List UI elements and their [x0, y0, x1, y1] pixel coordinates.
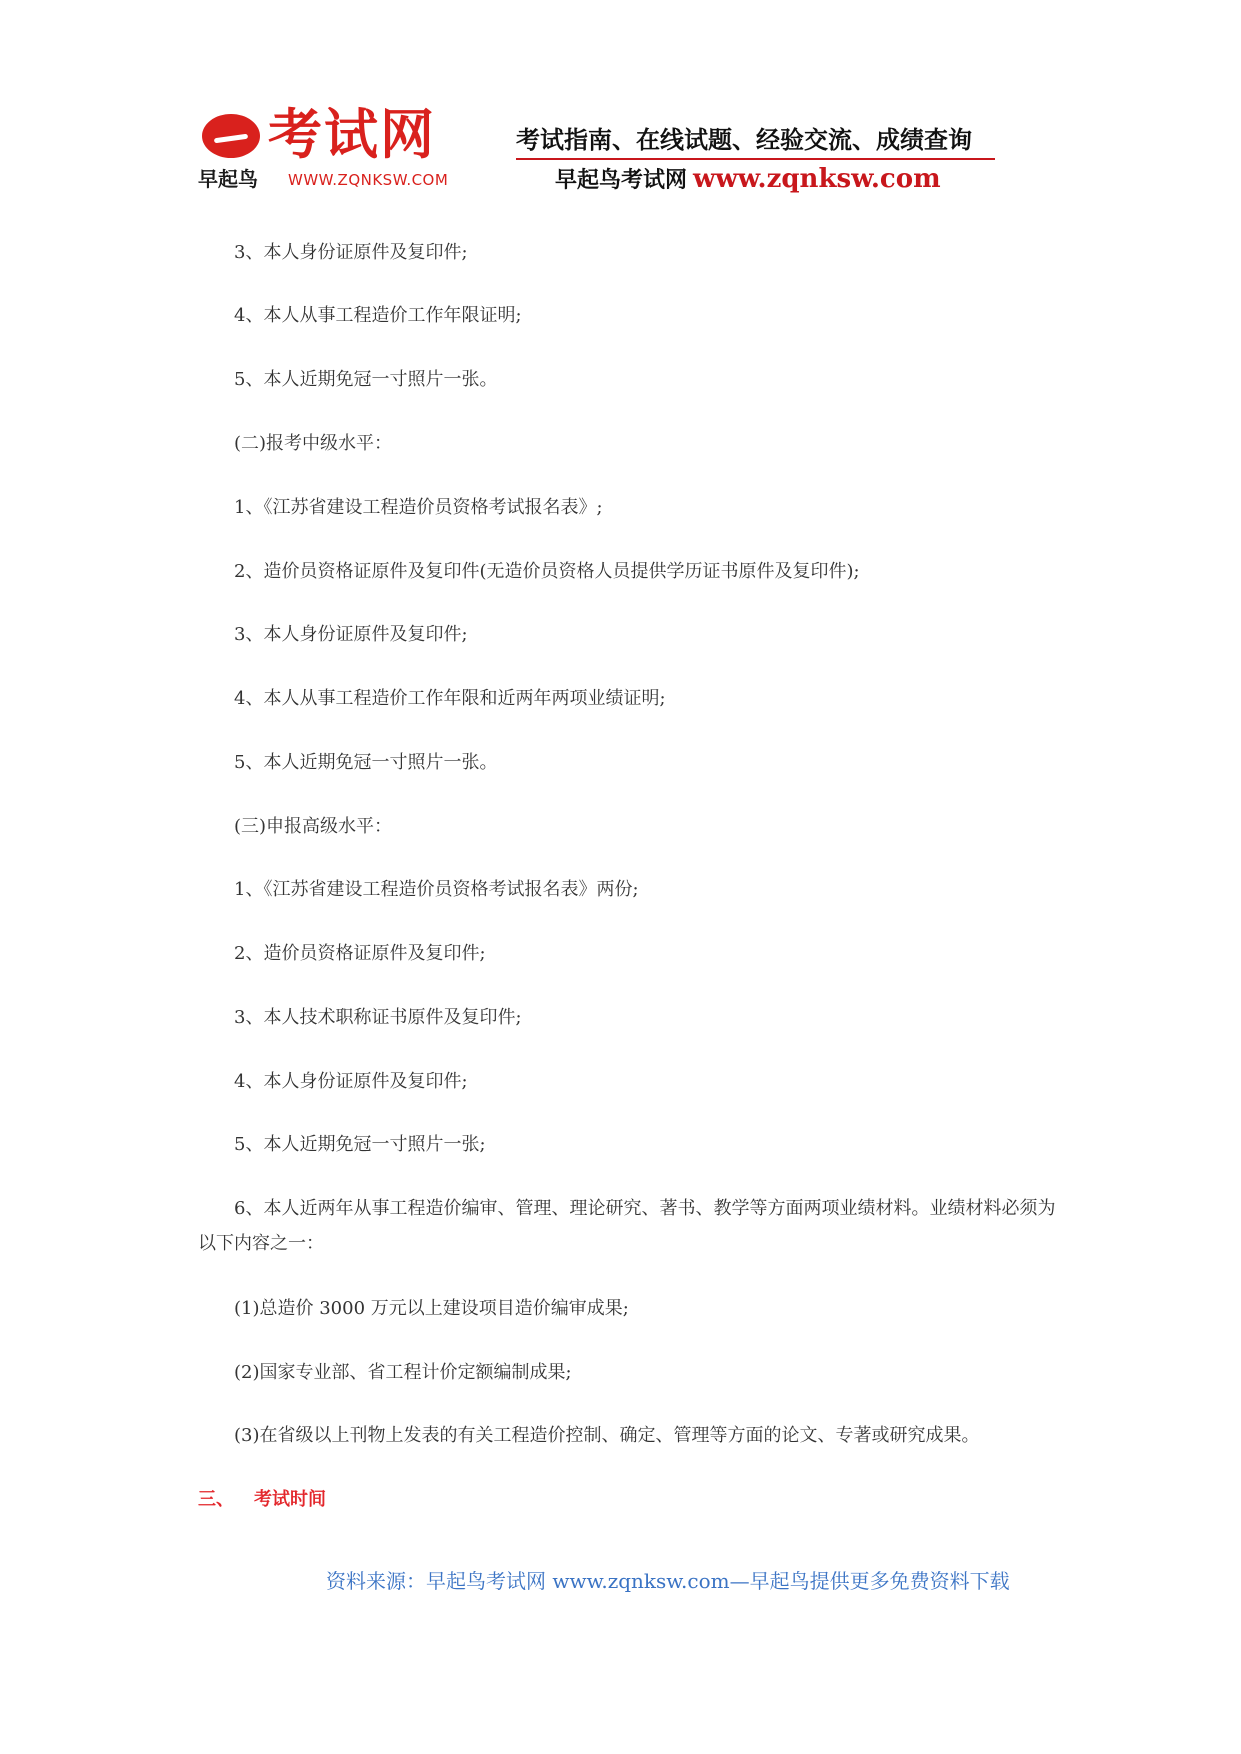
section-title: 考试时间: [254, 1489, 326, 1510]
list-item: 5、本人近期免冠一寸照片一张;: [234, 1134, 486, 1155]
logo-name: 考试网: [268, 103, 436, 166]
list-item: 1、《江苏省建设工程造价员资格考试报名表》;: [234, 497, 603, 518]
list-item: 3、本人身份证原件及复印件;: [234, 242, 468, 263]
list-item: 5、本人近期免冠一寸照片一张。: [234, 752, 498, 773]
list-item: 2、造价员资格证原件及复印件(无造价员资格人员提供学历证书原件及复印件);: [234, 561, 860, 582]
header-site-line: [555, 162, 941, 199]
list-item: 1、《江苏省建设工程造价员资格考试报名表》两份;: [234, 879, 639, 900]
list-item: 3、本人技术职称证书原件及复印件;: [234, 1007, 522, 1028]
footer-source-link[interactable]: 资料来源：早起鸟考试网 www.zqnksw.com—早起鸟提供更多免费资料下载: [326, 1569, 1010, 1593]
page-header: [0, 0, 1241, 200]
header-site-url[interactable]: www.zqnksw.com: [693, 164, 941, 194]
sub-list-item: (1)总造价 3000 万元以上建设项目造价编审成果;: [234, 1298, 629, 1319]
list-item: 4、本人从事工程造价工作年限和近两年两项业绩证明;: [234, 688, 666, 709]
section-heading: [198, 1488, 326, 1512]
subsection-heading: (二)报考中级水平：: [234, 433, 393, 454]
sub-list-item: (3)在省级以上刊物上发表的有关工程造价控制、确定、管理等方面的论文、专著或研究成果。: [234, 1425, 980, 1446]
header-site-name: 早起鸟考试网: [555, 168, 688, 193]
logo-bird-text: 早起鸟: [198, 167, 258, 191]
site-logo[interactable]: [196, 100, 486, 200]
sub-list-item: (2)国家专业部、省工程计价定额编制成果;: [234, 1362, 572, 1383]
list-item: 2、造价员资格证原件及复印件;: [234, 943, 486, 964]
subsection-heading: (三)申报高级水平：: [234, 816, 393, 837]
list-item: 4、本人身份证原件及复印件;: [234, 1071, 468, 1092]
logo-mark-icon: [202, 114, 260, 158]
section-number: 三、: [198, 1489, 234, 1510]
header-tagline: 考试指南、在线试题、经验交流、成绩查询: [516, 126, 972, 154]
list-item-long: 6、本人近两年从事工程造价编审、管理、理论研究、著书、教学等方面两项业绩材料。业绩材料必须为以下内容之一：: [198, 1198, 1056, 1254]
list-item: 4、本人从事工程造价工作年限证明;: [234, 305, 522, 326]
list-item: 3、本人身份证原件及复印件;: [234, 624, 468, 645]
logo-url: WWW.ZQNKSW.COM: [288, 171, 449, 189]
header-divider: [516, 158, 995, 160]
list-item: 5、本人近期免冠一寸照片一张。: [234, 369, 498, 390]
